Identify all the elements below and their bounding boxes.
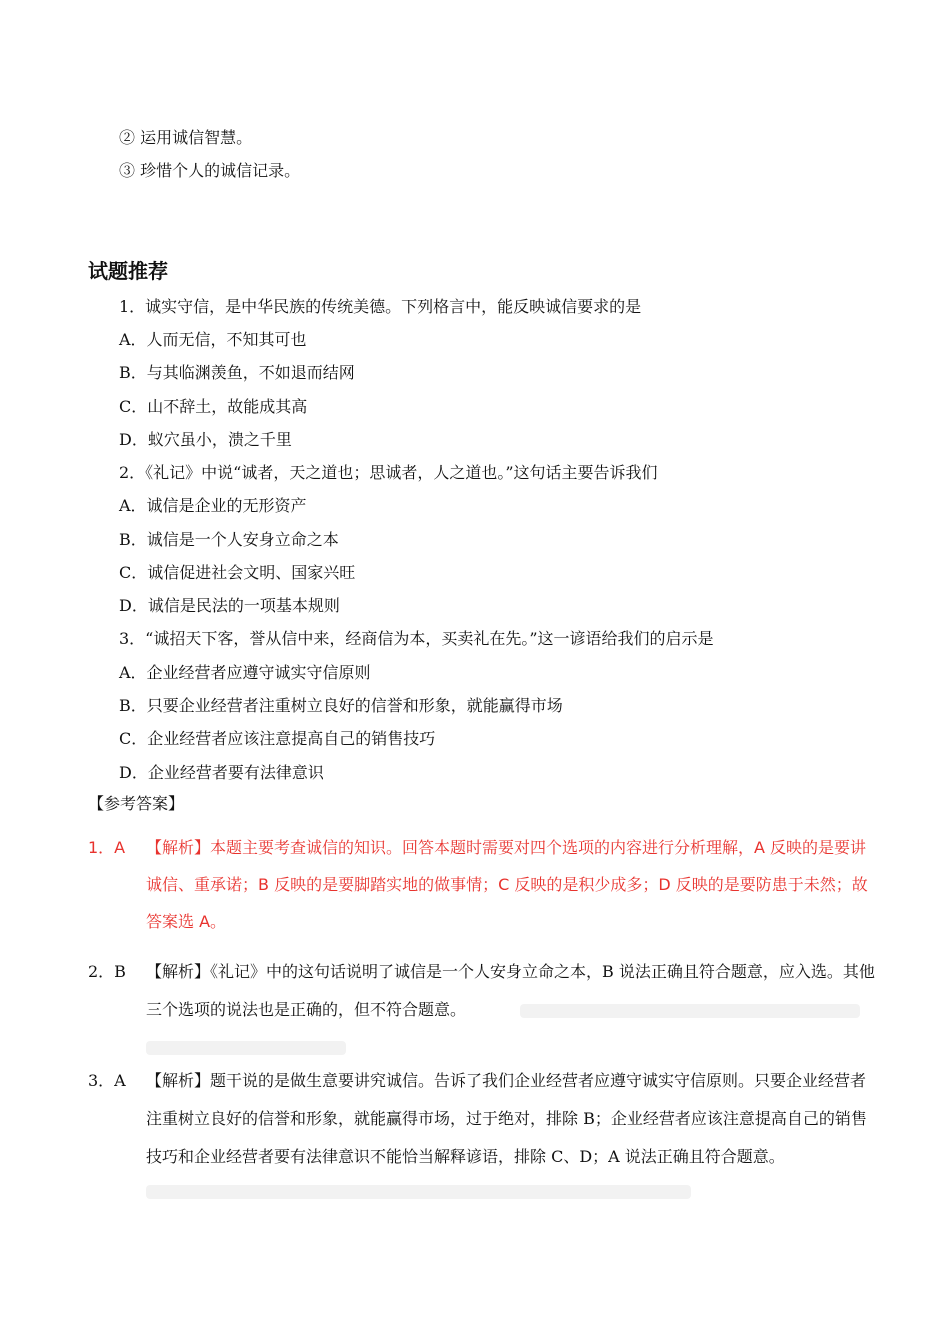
question-3-stem: 3．“诚招天下客，誉从信中来，经商信为本，买卖礼在先。”这一谚语给我们的启示是 [119, 629, 714, 648]
answer-2-number: 2．B [88, 962, 126, 981]
answer-3-number: 3．A [88, 1071, 126, 1090]
question-3-option-c: C．企业经营者应该注意提高自己的销售技巧 [119, 729, 436, 748]
answer-2-explanation: 【解析】《礼记》中的这句话说明了诚信是一个人安身立命之本，B 说法正确且符合题意，应入选。其他三个选项的说法也是正确的，但不符合题意。 [146, 962, 875, 1019]
answer-1-explanation: 【解析】本题主要考查诚信的知识。回答本题时需要对四个选项的内容进行分析理解，A 反映的是要讲诚信、重承诺；B 反映的是要脚踏实地的做事情；C 反映的是积少成多；D 反映的是要防患于未然；故答案选 A。 [146, 838, 868, 931]
question-1-option-c: C．山不辞土，故能成其高 [119, 397, 308, 416]
question-2-option-a: A．诚信是企业的无形资产 [119, 496, 307, 515]
question-2-option-c: C．诚信促进社会文明、国家兴旺 [119, 563, 356, 582]
question-2-option-d: D．诚信是民法的一项基本规则 [119, 596, 340, 615]
intro-item-3: ③ 珍惜个人的诚信记录。 [119, 161, 301, 180]
ghost-line-3 [146, 1185, 691, 1199]
section-title: 试题推荐 [88, 259, 168, 283]
question-2-stem: 2．《礼记》中说“诚者，天之道也；思诚者，人之道也。”这句话主要告诉我们 [119, 463, 658, 482]
question-3-option-a: A．企业经营者应遵守诚实守信原则 [119, 663, 371, 682]
answer-1-number: 1．A [88, 838, 126, 857]
ghost-line-2 [146, 1041, 346, 1055]
question-3-option-d: D．企业经营者要有法律意识 [119, 763, 324, 782]
question-1-option-a: A．人而无信，不知其可也 [119, 330, 307, 349]
answer-3-explanation: 【解析】题干说的是做生意要讲究诚信。告诉了我们企业经营者应遵守诚实守信原则。只要企业经营者注重树立良好的信誉和形象，就能赢得市场，过于绝对，排除 B；企业经营者应该注意提高自己的销售技巧和企业经营者要有法律意识不能恰当解释谚语，排除 C、D；A 说法正确且符合题意。 [146, 1071, 867, 1166]
question-1-option-b: B．与其临渊羡鱼，不如退而结网 [119, 363, 355, 382]
intro-item-2: ② 运用诚信智慧。 [119, 128, 253, 147]
question-2-option-b: B．诚信是一个人安身立命之本 [119, 530, 339, 549]
question-1-stem: 1．诚实守信，是中华民族的传统美德。下列格言中，能反映诚信要求的是 [119, 297, 642, 316]
ghost-line-1 [520, 1004, 860, 1018]
answer-label: 【参考答案】 [88, 794, 185, 813]
question-3-option-b: B．只要企业经营者注重树立良好的信誉和形象，就能赢得市场 [119, 696, 563, 715]
question-1-option-d: D．蚁穴虽小，溃之千里 [119, 430, 292, 449]
